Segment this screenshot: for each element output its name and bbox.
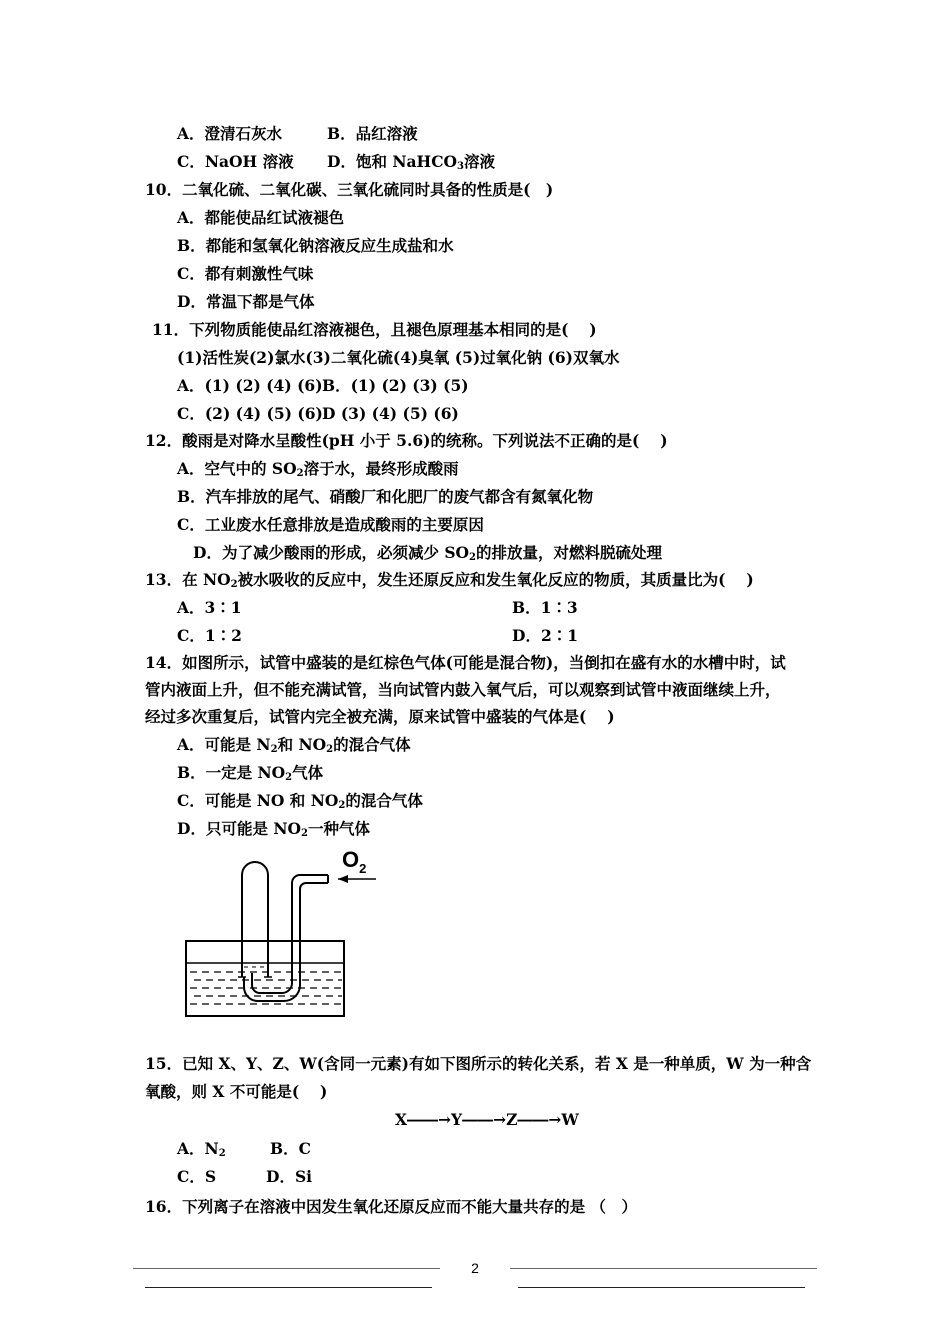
q16-stem: 16．下列离子在溶液中因发生氧化还原反应而不能大量共存的是 （ ） (145, 1197, 637, 1216)
page-number: 2 (471, 1260, 479, 1276)
inverted-test-tube (242, 862, 268, 977)
q12-option-b: B．汽车排放的尾气、硝酸厂和化肥厂的废气都含有氮氧化物 (177, 487, 594, 506)
q11-option-a: A．(1) (2) (4) (6) (177, 376, 323, 395)
q15-option-b: B．C (270, 1139, 311, 1158)
q14-option-a: A．可能是 $N_2$和 $NO_2$的混合气体 (177, 735, 411, 755)
q9-option-c: C．NaOH 溶液 (177, 152, 294, 171)
q15-option-c: C．S (177, 1167, 217, 1186)
footer-rule-right-bottom (518, 1287, 805, 1288)
q12-option-d: D．为了减少酸雨的形成，必须减少 $SO_2$的排放量，对燃料脱硫处理 (193, 543, 663, 563)
q14-option-b: B．一定是 $NO_2$气体 (177, 763, 324, 783)
q9-option-d: D．饱和 NaHCO$_3$溶液 (327, 152, 496, 172)
q11-option-d: D (3) (4) (5) (6) (322, 404, 459, 423)
q10-option-b: B．都能和氢氧化钠溶液反应生成盐和水 (177, 236, 454, 255)
q12-stem: 12．酸雨是对降水呈酸性(pH 小于 5.6)的统称。下列说法不正确的是( ) (145, 431, 668, 450)
q10-option-c: C．都有刺激性气味 (177, 264, 314, 283)
q13-stem: 13．在 $NO_2$被水吸收的反应中，发生还原反应和发生氧化反应的物质，其质量比为( ) (145, 570, 754, 590)
q11-option-b: B．(1) (2) (3) (5) (322, 376, 469, 395)
q14-option-d: D．只可能是 $NO_2$一种气体 (177, 819, 370, 839)
q15-conversion-chain: X――→Y――→Z――→W (395, 1110, 579, 1129)
q14-stem-line-1: 14．如图所示，试管中盛装的是红棕色气体(可能是混合物)，当倒扣在盛有水的水槽中时，试 (145, 653, 786, 672)
q13-option-b: B．1∶3 (512, 598, 578, 617)
q13-option-d: D．2∶1 (512, 626, 579, 645)
q9-option-b: B．品红溶液 (327, 124, 418, 143)
q15-stem-line-1: 15．已知 X、Y、Z、W(含同一元素)有如下图所示的转化关系，若 X 是一种单质，W 为一种含 (145, 1054, 812, 1073)
q9-option-a: A．澄清石灰水 (177, 124, 283, 143)
q11-substance-list: (1)活性炭(2)氯水(3)二氧化硫(4)臭氧 (5)过氧化钠 (6)双氧水 (177, 348, 620, 367)
q15-stem-line-2: 氧酸，则 X 不可能是( ) (145, 1082, 328, 1101)
q14-stem-line-3: 经过多次重复后，试管内完全被充满，原来试管中盛装的气体是( ) (145, 707, 615, 726)
q13-option-a: A．3∶1 (177, 598, 242, 617)
oxygen-delivery-tube (252, 875, 328, 993)
q10-option-d: D．常温下都是气体 (177, 292, 315, 311)
q12-option-c: C．工业废水任意排放是造成酸雨的主要原因 (177, 515, 484, 534)
q14-option-c: C．可能是 NO 和 $NO_2$的混合气体 (177, 791, 423, 811)
q14-stem-line-2: 管内液面上升，但不能充满试管，当向试管内鼓入氧气后，可以观察到试管中液面继续上升， (145, 680, 781, 699)
water-trough (186, 941, 344, 1016)
footer-rule-left-bottom (145, 1287, 432, 1288)
q15-option-a: A．$N_2$ (177, 1139, 226, 1159)
oxygen-label: $O_2$ (342, 847, 367, 876)
q11-stem: 11．下列物质能使品红溶液褪色，且褪色原理基本相同的是( ) (152, 320, 597, 339)
q13-option-c: C．1∶2 (177, 626, 242, 645)
q10-option-a: A．都能使品红试液褪色 (177, 208, 345, 227)
q12-option-a: A．空气中的 $SO_2$溶于水，最终形成酸雨 (177, 459, 459, 479)
q11-option-c: C．(2) (4) (5) (6) (177, 404, 323, 423)
q10-stem: 10．二氧化硫、二氧化碳、三氧化硫同时具备的性质是( ) (145, 180, 554, 199)
q15-option-d: D．Si (266, 1167, 313, 1186)
q14-apparatus-figure (180, 845, 390, 1030)
